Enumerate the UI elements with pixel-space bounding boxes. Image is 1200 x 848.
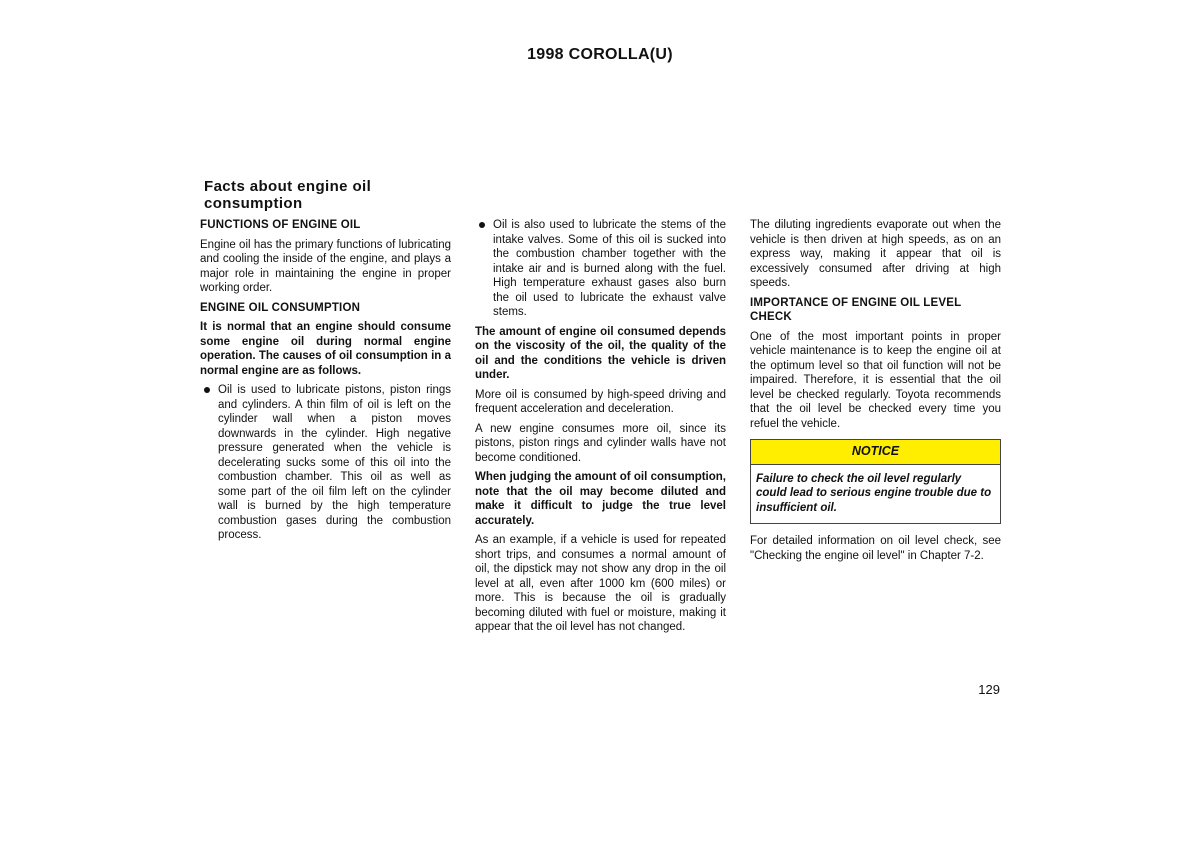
paragraph-diluting-ingredients: The diluting ingredients evaporate out when the vehicle is then driven at high speeds, as on an express way, making it appear that oil is excessively consumed after driving at high speeds. — [750, 219, 1001, 289]
column-1 — [200, 218, 451, 548]
paragraph-amount-consumed: The amount of engine oil consumed depends on the viscosity of the oil, the quality of the oil and the conditions the vehicle is driven under. — [475, 325, 726, 381]
notice-title: NOTICE — [751, 440, 1000, 465]
paragraph-judging-consumption: When judging the amount of oil consumption, note that the oil may become diluted and make it difficult to judge the true level accurately. — [475, 471, 726, 527]
bullet-item-pistons — [200, 383, 451, 543]
bullet-item-intake-valves — [475, 218, 726, 320]
paragraph-functions: Engine oil has the primary functions of lubricating and cooling the inside of the engine, and plays a major role in maintaining the engine in proper working order. — [200, 238, 451, 294]
bullet-text: Oil is used to lubricate pistons, piston rings and cylinders. A thin film of oil is left on the cylinder wall when a piston moves downwards in the cylinder. High negative pressure generated when the vehicle is decelerating sucks some of this oil into the combustion chamber. This oil as well as some part of the oil film left on the cylinder wall is burned by the high temperature combustion gases during the combustion process. — [218, 384, 451, 541]
heading-engine-oil-consumption: ENGINE OIL CONSUMPTION — [200, 301, 361, 314]
notice-text: Failure to check the oil level regularly could lead to serious engine trouble due to insufficient oil. — [756, 472, 992, 514]
paragraph-normal-consumption: It is normal that an engine should consume some engine oil during normal engine operation. The causes of oil consumption in a normal engine are as follows. — [200, 321, 451, 377]
heading-functions-of-engine-oil: FUNCTIONS OF ENGINE OIL — [200, 219, 361, 231]
bullet-icon — [204, 387, 210, 393]
page-header-title: 1998 COROLLA(U) — [527, 46, 673, 63]
column-2 — [475, 218, 726, 640]
paragraph-high-speed: More oil is consumed by high-speed driving and frequent acceleration and deceleration. — [475, 388, 726, 415]
section-title: Facts about engine oil consumption — [204, 178, 372, 212]
notice-box — [750, 439, 1001, 524]
heading-importance-of-oil-level-check: IMPORTANCE OF ENGINE OIL LEVEL CHECK — [750, 296, 962, 323]
bullet-text: Oil is also used to lubricate the stems of the intake valves. Some of this oil is sucked into the combustion chamber together with the intake air and is burned along with the fuel. High temperature exhaust gases also burn the oil used to lubricate the exhaust valve stems. — [493, 219, 726, 318]
bullet-icon — [479, 222, 485, 228]
column-3 — [750, 218, 1001, 568]
paragraph-maintenance: One of the most important points in proper vehicle maintenance is to keep the engine oil at the optimum level so that oil function will not be impaired. Therefore, it is essential that the oil level be checked regularly. Toyota recommends that the oil level be checked every time you refuel the vehicle. — [750, 330, 1001, 430]
page-number: 129 — [978, 682, 1000, 697]
paragraph-example: As an example, if a vehicle is used for repeated short trips, and consumes a normal amount of oil, the dipstick may not show any drop in the oil level at all, even after 1000 km (600 miles) or more. This is because the oil is gradually becoming diluted with fuel or moisture, making it appear that the oil level has not changed. — [475, 534, 726, 633]
paragraph-new-engine: A new engine consumes more oil, since its pistons, piston rings and cylinder walls have not become conditioned. — [475, 422, 726, 464]
paragraph-detailed-information: For detailed information on oil level check, see "Checking the engine oil level" in Chapter 7-2. — [750, 535, 1001, 562]
